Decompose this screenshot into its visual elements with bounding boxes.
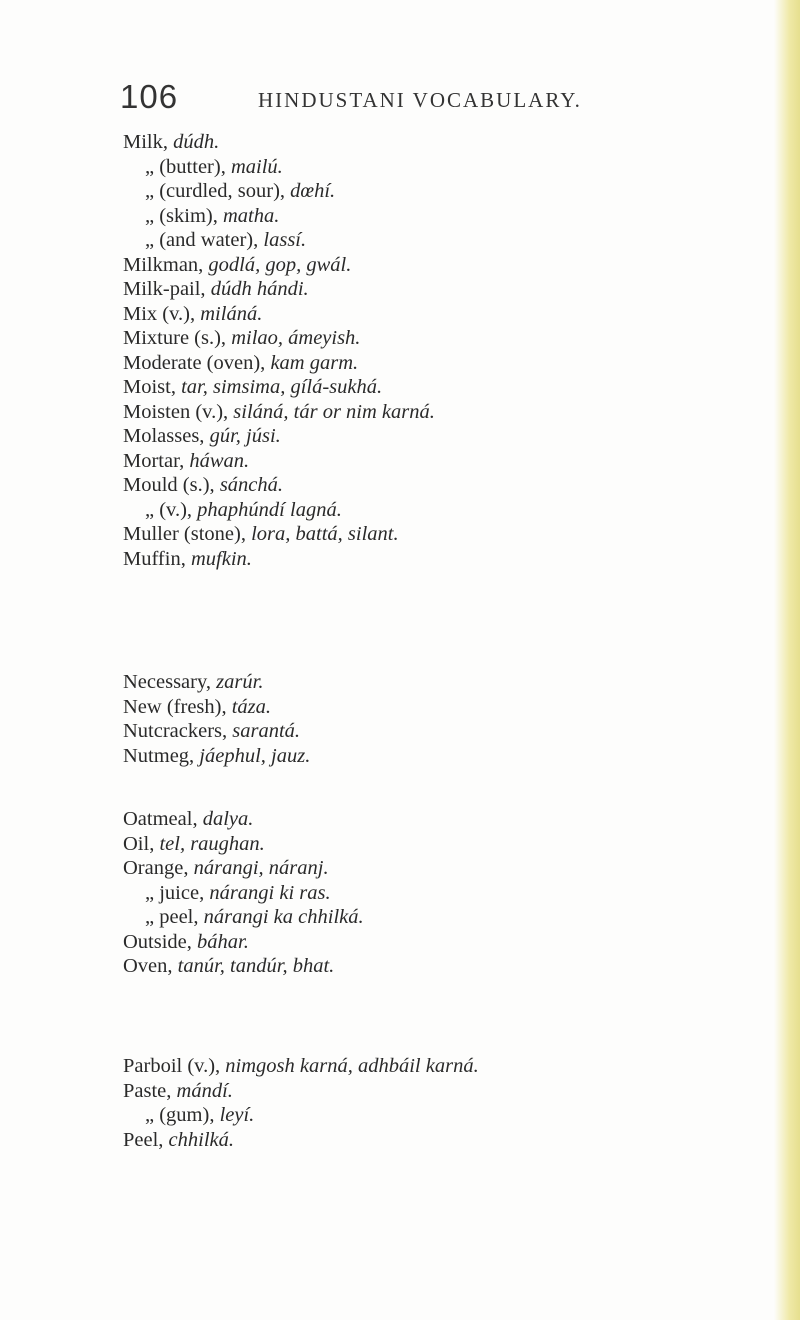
hindustani-translation: phaphúndí lagná. (192, 498, 342, 521)
english-term: Nutcrackers, (123, 720, 228, 742)
vocab-entry (123, 856, 763, 881)
hindustani-translation: dœhí. (285, 180, 336, 202)
vocab-entry (123, 473, 763, 498)
hindustani-translation: nárangi, náranj. (188, 857, 329, 879)
english-term: Moderate (oven), (123, 351, 266, 374)
hindustani-translation: dalya. (197, 808, 254, 830)
vocab-entry (123, 424, 763, 449)
english-term: „ (curdled, sour), (145, 180, 286, 202)
english-term: „ (gum), (145, 1104, 215, 1126)
hindustani-translation: mailú. (225, 155, 283, 178)
page-header (0, 78, 800, 118)
english-term: „ juice, (145, 881, 205, 904)
english-term: Oil, (123, 832, 155, 855)
vocab-entry (123, 155, 763, 180)
english-term: Mortar, (123, 449, 185, 472)
english-term: „ (and water), (145, 229, 259, 251)
vocab-entry (123, 130, 763, 155)
vocab-entry (123, 228, 763, 253)
hindustani-translation: godlá, gop, gwál. (203, 253, 352, 276)
hindustani-translation: dúdh. (168, 131, 220, 153)
english-term: Paste, (123, 1079, 172, 1102)
english-term: Oatmeal, (123, 808, 198, 830)
vocab-entry (123, 204, 763, 229)
hindustani-translation: matha. (217, 204, 280, 227)
english-term: Nutmeg, (123, 744, 195, 767)
hindustani-translation: dúdh hándi. (205, 278, 309, 300)
english-term: Mould (s.), (123, 474, 215, 496)
hindustani-translation: tel, raughan. (154, 832, 265, 855)
section-o (123, 807, 763, 979)
hindustani-translation: mándí. (171, 1079, 233, 1102)
english-term: Milk, (123, 131, 168, 153)
vocab-entry (123, 277, 763, 302)
hindustani-translation: nimgosh karná, adhbáil karná. (220, 1055, 479, 1077)
hindustani-translation: sánchá. (214, 474, 284, 496)
hindustani-translation: jáephul, jauz. (194, 744, 311, 767)
vocab-entry (123, 905, 763, 930)
english-term: „ (butter), (145, 155, 226, 178)
vocab-entry (123, 954, 763, 979)
english-term: Orange, (123, 857, 189, 879)
english-term: Moist, (123, 376, 176, 398)
running-head: HINDUSTANI VOCABULARY. (258, 88, 582, 112)
hindustani-translation: siláná, tár or nim karná. (228, 400, 435, 423)
hindustani-translation: milao, ámeyish. (226, 327, 361, 349)
page-number: 106 (120, 78, 179, 115)
vocab-entry (123, 807, 763, 832)
hindustani-translation: tanúr, tandúr, bhat. (172, 955, 335, 977)
vocab-entry (123, 522, 763, 547)
english-term: Milk-pail, (123, 278, 206, 300)
vocab-entry (123, 719, 763, 744)
vocab-entry (123, 547, 763, 572)
hindustani-translation: nárangi ka chhilká. (198, 906, 364, 928)
vocab-entry (123, 1079, 763, 1104)
vocab-entry (123, 670, 763, 695)
hindustani-translation: táza. (226, 695, 272, 718)
hindustani-translation: lora, battá, silant. (245, 523, 399, 545)
vocab-entry (123, 400, 763, 425)
english-term: Moisten (v.), (123, 400, 229, 423)
english-term: Muller (stone), (123, 523, 246, 545)
hindustani-translation: mufkin. (185, 547, 252, 570)
vocab-entry (123, 1054, 763, 1079)
vocab-entry (123, 326, 763, 351)
vocab-entry (123, 1103, 763, 1128)
vocab-entry (123, 832, 763, 857)
vocab-entry (123, 1128, 763, 1153)
hindustani-translation: kam garm. (265, 351, 359, 374)
section-m (123, 130, 763, 571)
vocab-entry (123, 253, 763, 278)
vocab-entry (123, 498, 763, 523)
hindustani-translation: zarúr. (211, 671, 264, 693)
vocab-entry (123, 302, 763, 327)
hindustani-translation: chhilká. (163, 1128, 235, 1151)
english-term: Muffin, (123, 547, 186, 570)
english-term: Necessary, (123, 671, 212, 693)
english-term: Parboil (v.), (123, 1055, 221, 1077)
vocab-entry (123, 351, 763, 376)
english-term: Molasses, (123, 425, 205, 447)
hindustani-translation: miláná. (195, 302, 263, 325)
vocab-entry (123, 744, 763, 769)
english-term: Outside, (123, 930, 192, 953)
english-term: New (fresh), (123, 695, 227, 718)
english-term: „ (skim), (145, 204, 218, 227)
vocab-entry (123, 930, 763, 955)
english-term: „ peel, (145, 906, 199, 928)
english-term: Oven, (123, 955, 173, 977)
vocab-entry (123, 375, 763, 400)
english-term: Mixture (s.), (123, 327, 227, 349)
hindustani-translation: nárangi ki ras. (204, 881, 331, 904)
section-n (123, 670, 763, 768)
hindustani-translation: lassí. (258, 229, 307, 251)
hindustani-translation: báhar. (191, 930, 249, 953)
hindustani-translation: tar, simsima, gílá-sukhá. (175, 376, 383, 398)
page-edge-shading (774, 0, 800, 1320)
hindustani-translation: sarantá. (227, 720, 301, 742)
hindustani-translation: leyí. (214, 1104, 255, 1126)
english-term: Peel, (123, 1128, 164, 1151)
vocab-entry (123, 695, 763, 720)
vocab-entry (123, 449, 763, 474)
hindustani-translation: gúr, júsi. (204, 425, 281, 447)
english-term: „ (v.), (145, 498, 193, 521)
english-term: Milkman, (123, 253, 204, 276)
vocab-entry (123, 881, 763, 906)
english-term: Mix (v.), (123, 302, 196, 325)
hindustani-translation: háwan. (184, 449, 250, 472)
vocab-entry (123, 179, 763, 204)
section-p (123, 1054, 763, 1152)
